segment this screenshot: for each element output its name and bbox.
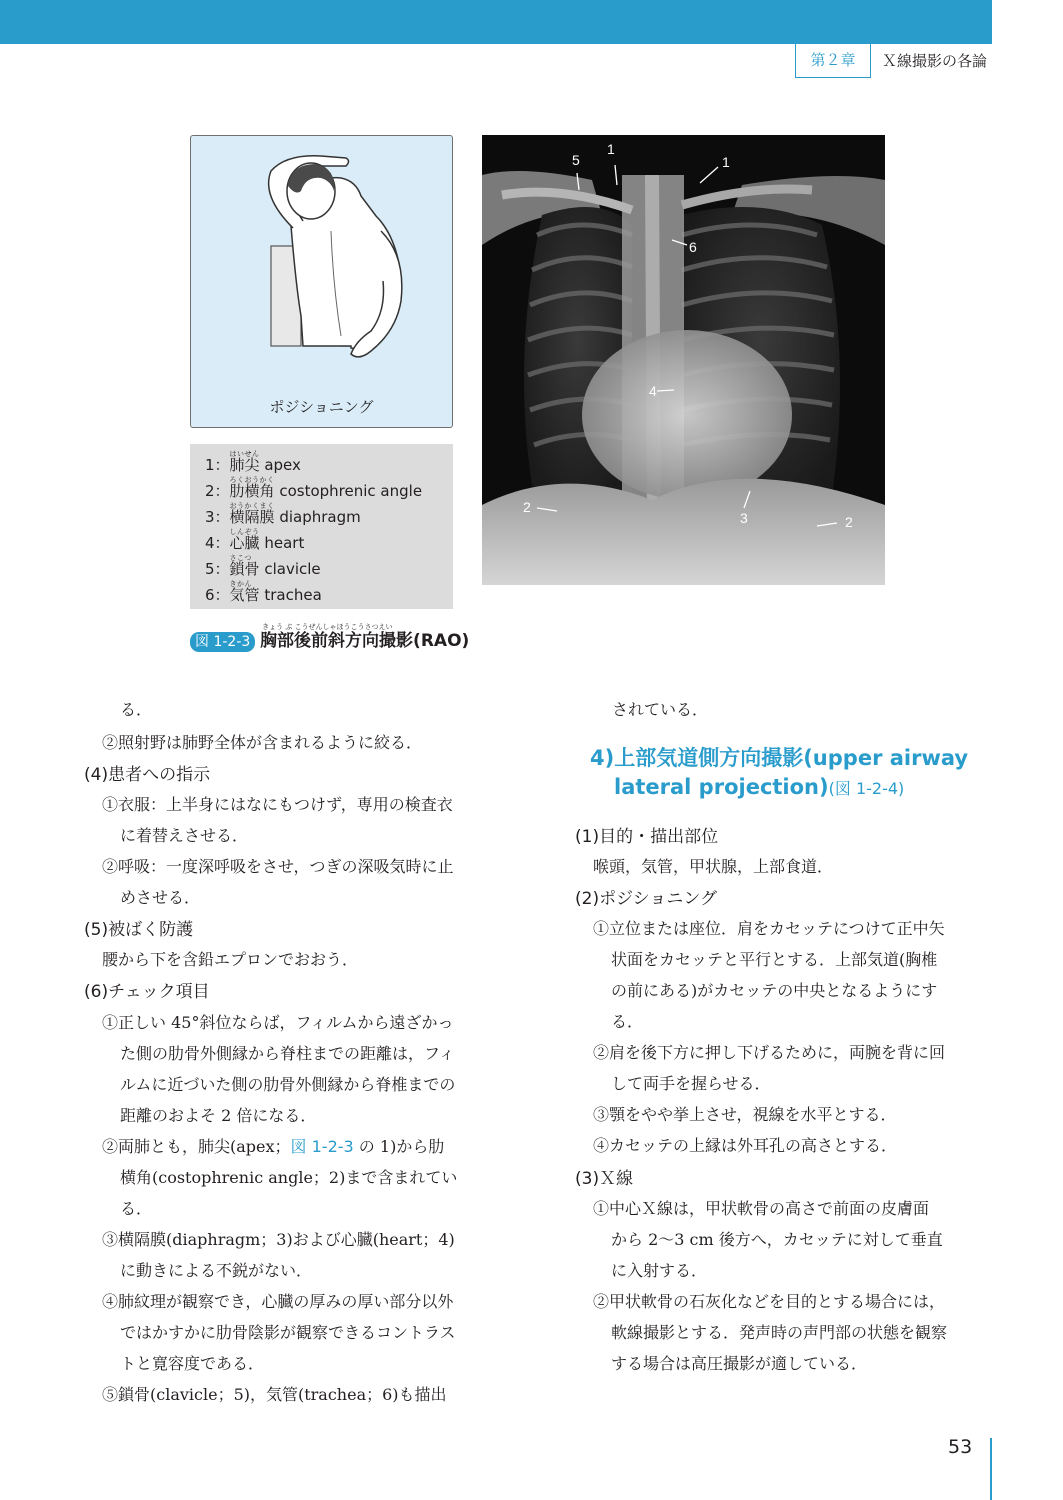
chapter-tab: 第２章 <box>795 44 871 78</box>
body-line: 軟線撮影とする．発声時の声門部の状態を観察 <box>611 1323 948 1342</box>
body-line: ①立位または座位．肩をカセッテにつけて正中矢 <box>593 919 945 938</box>
body-line: ④カセッテの上縁は外耳孔の高さとする． <box>593 1136 898 1155</box>
body-line: ②照射野は肺野全体が含まれるように絞る． <box>102 733 423 752</box>
positioning-label: ポジショニング <box>269 398 374 416</box>
body-line: 状面をカセッテと平行とする．上部気道(胸椎 <box>611 950 938 969</box>
body-line: トと寛容度である． <box>120 1354 265 1373</box>
body-line: ②呼吸：一度深呼吸をさせ，つぎの深吸気時に止 <box>102 857 454 876</box>
figure-reference-link[interactable]: (図 1-2-4) <box>828 779 905 798</box>
legend-item: 4： しんぞう 心臓 heart <box>205 528 305 552</box>
chest-xray-image <box>482 135 885 585</box>
legend-item: 2： ろくおうかく 肋横角 costophrenic angle <box>205 476 423 500</box>
body-line: ④肺紋理が観察でき，心臓の厚みの厚い部分以外 <box>102 1292 454 1311</box>
figure-reference-link[interactable]: 図 1-2-3 <box>290 1137 354 1156</box>
xray-label: 2 <box>845 514 853 530</box>
caption-ruby: きょう ぶ こうぜんしゃほうこうさつえい <box>262 623 393 631</box>
section-title-cont: lateral projection)(図 1-2-4) <box>614 775 905 799</box>
section-heading: (4)患者への指示 <box>84 765 211 785</box>
section-heading: (6)チェック項目 <box>84 982 210 1002</box>
body-line: から 2〜3 cm 後方へ，カセッテに対して垂直 <box>611 1230 943 1249</box>
body-line: ①衣服：上半身にはなにもつけず，専用の検査衣 <box>102 795 453 814</box>
caption-text: 胸部後前斜方向撮影(RAO) <box>260 631 470 651</box>
legend-item: 5： さこつ 鎖骨 clavicle <box>205 554 321 578</box>
section-title: 4)上部気道側方向撮影(upper airway <box>590 746 969 770</box>
body-line: ①中心Ｘ線は，甲状軟骨の高さで前面の皮膚面 <box>593 1199 930 1218</box>
xray-label: 1 <box>722 154 730 170</box>
xray-label: 4 <box>649 383 657 399</box>
body-line: する場合は高圧撮影が適している． <box>611 1354 868 1373</box>
xray-label: 5 <box>572 152 580 168</box>
body-line: に動きによる不鋭がない． <box>120 1261 313 1280</box>
body-line: に着替えさせる． <box>120 826 249 845</box>
body-line: る． <box>120 700 153 719</box>
body-line: めさせる． <box>120 888 201 907</box>
body-line: る． <box>611 1012 644 1031</box>
xray-label: 3 <box>740 510 748 526</box>
section-heading: (2)ポジショニング <box>575 889 717 909</box>
legend-item: 1： はいせん 肺尖 apex <box>205 450 301 474</box>
body-line: ③横隔膜(diaphragm；3)および心臓(heart；4) <box>102 1230 455 1249</box>
body-line: ②甲状軟骨の石灰化などを目的とする場合には， <box>593 1292 946 1311</box>
body-line: た側の肋骨外側縁から脊柱までの距離は，フィ <box>120 1044 455 1063</box>
body-line: されている． <box>612 700 709 719</box>
page-number-rule <box>990 1438 992 1500</box>
figure-caption <box>190 623 470 652</box>
chapter-title: Ｘ線撮影の各論 <box>882 52 988 70</box>
xray-label: 1 <box>607 141 615 157</box>
body-line: ではかすかに肋骨陰影が観察できるコントラス <box>120 1323 456 1342</box>
legend-item: 6： きかん 気管 trachea <box>205 580 322 604</box>
patient-illustration <box>191 136 451 386</box>
body-line: 腰から下を含鉛エプロンでおおう． <box>102 950 359 969</box>
body-line: に入射する． <box>611 1261 708 1280</box>
body-line: ⑤鎖骨(clavicle；5)，気管(trachea；6)も描出 <box>102 1385 447 1404</box>
header-bar <box>0 0 992 44</box>
figure-legend <box>190 444 453 609</box>
body-line: ①正しい 45°斜位ならば，フィルムから遠ざかっ <box>102 1013 454 1032</box>
body-line: の前にある)がカセッテの中央となるようにす <box>611 981 938 1000</box>
body-line: 距離のおよそ 2 倍になる． <box>120 1106 317 1125</box>
legend-item: 3： おうかくまく 横隔膜 diaphragm <box>205 502 361 526</box>
xray-label: 2 <box>523 499 531 515</box>
body-line: ②両肺とも，肺尖(apex；図 1-2-3 の 1)から肋 <box>102 1137 445 1156</box>
section-heading: (5)被ばく防護 <box>84 920 194 940</box>
section-heading: (1)目的・描出部位 <box>575 827 719 847</box>
body-line: 喉頭，気管，甲状腺，上部食道． <box>593 857 834 876</box>
positioning-illustration <box>190 135 453 428</box>
figure-tag: 図 1-2-3 <box>190 632 255 652</box>
body-line: ルムに近づいた側の肋骨外側縁から脊椎までの <box>120 1075 456 1094</box>
body-line: ②肩を後下方に押し下げるために，両腕を背に回 <box>593 1043 946 1062</box>
body-line: る． <box>120 1199 153 1218</box>
section-heading: (3)Ｘ線 <box>575 1169 634 1189</box>
page-number: 53 <box>948 1436 973 1458</box>
xray-label: 6 <box>689 239 697 255</box>
body-line: 横角(costophrenic angle；2)まで含まれてい <box>120 1168 458 1187</box>
body-line: して両手を握らせる． <box>611 1074 771 1093</box>
body-line: ③顎をやや挙上させ，視線を水平とする． <box>593 1105 897 1124</box>
